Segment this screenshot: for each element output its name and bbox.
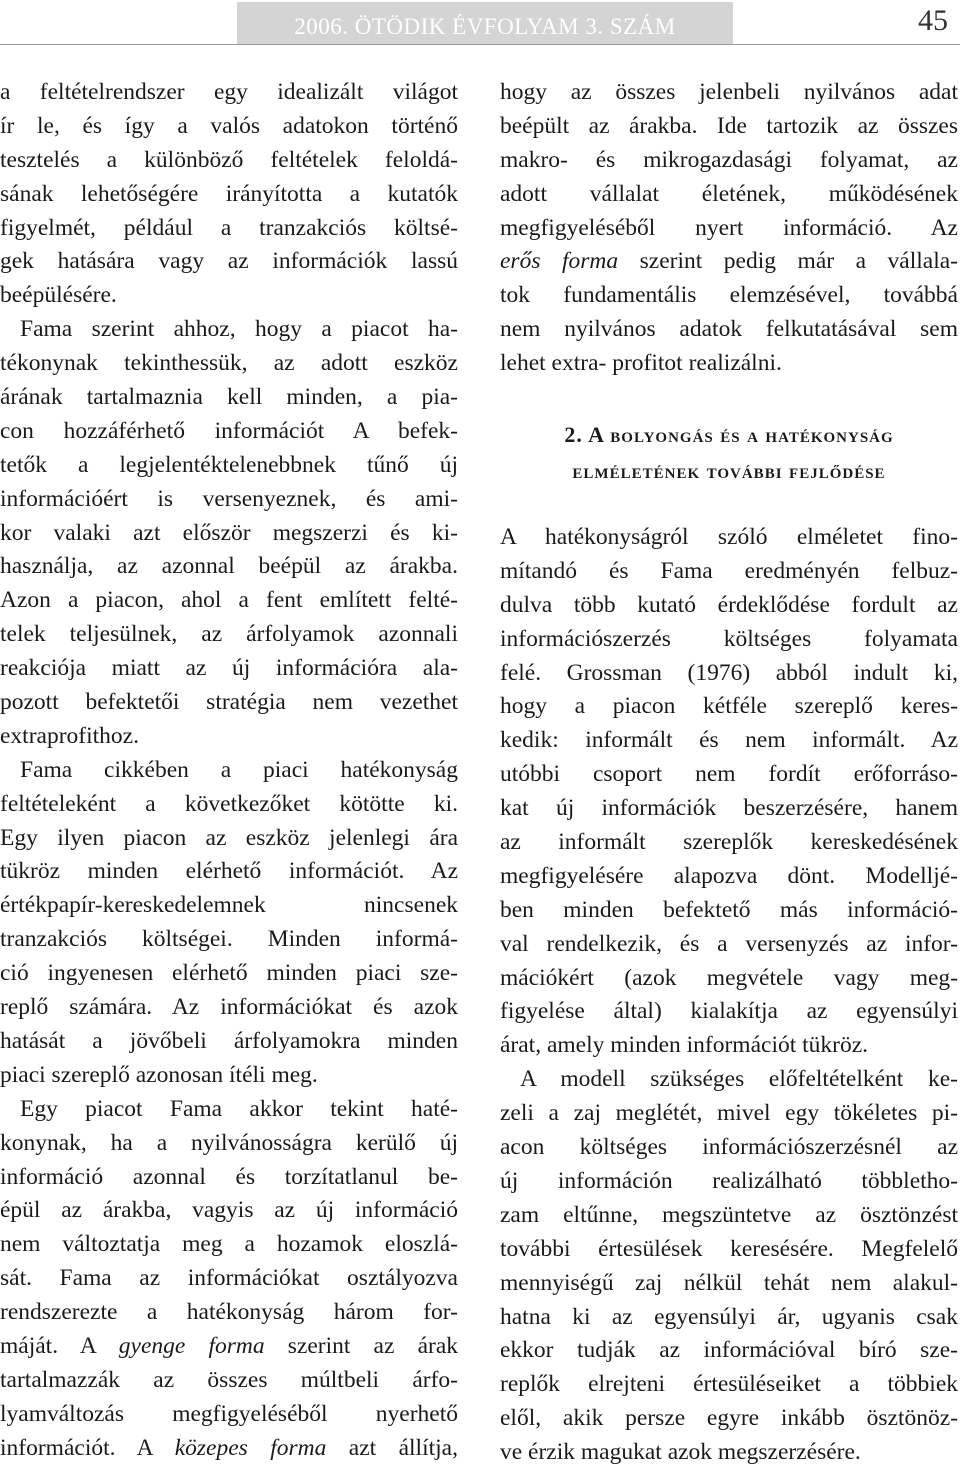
text-line: kat új információk beszerzésére, hanem xyxy=(500,795,958,822)
left-column xyxy=(0,76,458,1466)
text-line: dulva több kutató érdeklődése fordult az xyxy=(500,591,958,618)
text-line: nem nyilvános adatok felkutatásával sem xyxy=(500,316,958,343)
text-line: acon költséges információszerzésnél az xyxy=(500,1134,958,1161)
text-line: megfigyelésére alapozva dönt. Modelljé- xyxy=(500,862,958,889)
right-column xyxy=(500,76,958,1470)
text-line: figyelmét, például a tranzakciós költsé- xyxy=(0,214,458,241)
text-line: Egy ilyen piacon az eszköz jelenlegi ára xyxy=(0,824,458,851)
text-line: Fama szerint ahhoz, hogy a piacot ha- xyxy=(20,316,458,343)
journal-issue: 2006. ÖTÖDIK ÉVFOLYAM 3. SZÁM xyxy=(294,14,676,39)
text-line: új információn realizálható többletho- xyxy=(500,1167,958,1194)
text-line: lyamváltozás megfigyeléséből nyerhető xyxy=(0,1400,458,1427)
text-line: mennyiségű zaj nélkül tehát nem alakul- xyxy=(500,1269,958,1296)
text-line: máját. A gyenge forma szerint az árak xyxy=(0,1332,458,1359)
text-line: kedik: informált és nem informált. Az xyxy=(500,727,958,754)
right-column-top-text xyxy=(500,76,958,381)
text-line: ció ingyenesen elérhető minden piaci sze- xyxy=(0,960,458,987)
text-line: Fama cikkében a piaci hatékonyság xyxy=(20,756,458,783)
header-divider xyxy=(0,44,960,45)
text-line: további értesülések keresésére. Megfelelő xyxy=(500,1235,958,1262)
text-line: pozott befektetői stratégia nem vezethet xyxy=(0,689,458,716)
text-line: a feltételrendszer egy idealizált világot xyxy=(0,79,458,105)
text-line: hogy a piacon kétféle szereplő keres- xyxy=(500,693,958,720)
text-line: ekkor tudják az információval bíró sze- xyxy=(500,1337,958,1364)
text-line: ve érzik magukat azok megszerzésére. xyxy=(500,1439,861,1466)
text-line: kor valaki azt először megszerzi és ki- xyxy=(0,519,458,546)
text-line: mítandó és Fama eredményén felbuz- xyxy=(500,557,958,584)
text-line: piaci szereplő azonosan ítéli meg. xyxy=(0,1061,318,1088)
text-line: sát. Fama az információkat osztályozva xyxy=(0,1265,458,1292)
text-line: replők elrejteni értesüléseiket a többiek xyxy=(500,1371,958,1398)
text-line: árának tartalmaznia kell minden, a pia- xyxy=(0,384,458,411)
text-line: megfigyeléséből nyert információ. Az xyxy=(500,214,958,241)
text-line: konynak, ha a nyilvánosságra kerülő új xyxy=(0,1129,458,1156)
text-line: feltételeként a következőket kötötte ki. xyxy=(0,790,458,817)
text-line: hatna ki az egyensúlyi ár, ugyanis csak xyxy=(500,1303,958,1330)
text-line: zam eltűnne, megszüntetve az ösztönzést xyxy=(500,1201,958,1228)
text-line: tok fundamentális elemzésével, továbbá xyxy=(500,282,958,309)
section-heading-line-2: elméletének további fejlődése xyxy=(572,458,886,484)
text-line: Egy piacot Fama akkor tekint haté- xyxy=(20,1095,458,1122)
text-line: val rendelkezik, és a versenyzés az infor- xyxy=(500,930,958,957)
text-line: adott vállalat életének, működésének xyxy=(500,180,958,207)
text-line: épül az árakba, vagyis az új információ xyxy=(0,1197,458,1224)
text-line: A modell szükséges előfeltételként ke- xyxy=(520,1066,958,1093)
text-line: sának lehetőségére irányította a kutatók xyxy=(0,180,458,207)
text-line: információszerzés költséges folyamata xyxy=(500,625,958,652)
right-column-bottom-text xyxy=(500,521,958,1470)
section-heading-line-1: 2. A bolyongás és a hatékonyság xyxy=(564,422,894,448)
text-line: információt. A közepes forma azt állítja, xyxy=(0,1434,458,1461)
text-line: felé. Grossman (1976) abból indult ki, xyxy=(500,659,958,686)
text-line: replő számára. Az információkat és azok xyxy=(0,994,458,1021)
text-line: információért is versenyeznek, és ami- xyxy=(0,485,458,512)
text-line: makro- és mikrogazdasági folyamat, az xyxy=(500,146,958,173)
text-line: beépülésére. xyxy=(0,282,117,309)
text-line: figyelése által) kialakítja az egyensúlyi xyxy=(500,998,958,1025)
text-line: utóbbi csoport nem fordít erőforráso- xyxy=(500,761,958,788)
text-line: ben minden befektető más információ- xyxy=(500,896,958,923)
text-line: mációkért (azok megvétele vagy meg- xyxy=(500,964,958,991)
text-line: az informált szereplők kereskedésének xyxy=(500,829,958,856)
section-heading xyxy=(500,417,958,489)
text-line: tékonynak tekinthessük, az adott eszköz xyxy=(0,350,458,377)
page-number: 45 xyxy=(918,4,948,37)
text-line: hatását a jövőbeli árfolyamokra minden xyxy=(0,1027,458,1054)
text-line: rendszerezte a hatékonyság három for- xyxy=(0,1299,458,1326)
text-line: információ azonnal és torzítatlanul be- xyxy=(0,1163,458,1190)
text-line: hogy az összes jelenbeli nyilvános adat xyxy=(500,79,958,105)
text-line: árat, amely minden információt tükröz. xyxy=(500,1032,869,1059)
text-line: extraprofithoz. xyxy=(0,722,139,749)
text-line: tartalmazzák az összes múltbeli árfo- xyxy=(0,1366,458,1393)
text-line: tranzakciós költségei. Minden informá- xyxy=(0,926,458,953)
text-line: gek hatására vagy az információk lassú xyxy=(0,248,458,275)
text-line: értékpapír-kereskedelemnek nincsenek xyxy=(0,892,458,919)
text-line: erős forma szerint pedig már a vállala- xyxy=(500,248,958,275)
text-line: nem változtatja meg a hozamok eloszlá- xyxy=(0,1231,458,1258)
text-line: beépült az árakba. Ide tartozik az összes xyxy=(500,112,958,139)
text-line: con hozzáférhető információt A befek- xyxy=(0,417,458,444)
text-line: ír le, és így a valós adatokon történő xyxy=(0,112,458,139)
text-line: reakciója miatt az új információra ala- xyxy=(0,655,458,682)
text-line: lehet extra- profitot realizálni. xyxy=(500,350,782,377)
text-line: zeli a zaj meglétét, mivel egy tökéletes pi- xyxy=(500,1100,958,1127)
text-line: használja, az azonnal beépül az árakba. xyxy=(0,553,458,580)
text-line: Azon a piacon, ahol a fent említett felté- xyxy=(0,587,458,614)
text-line: tükröz minden elérhető információt. Az xyxy=(0,858,458,885)
text-line: telek teljesülnek, az árfolyamok azonnali xyxy=(0,621,458,648)
text-line: A hatékonyságról szóló elméletet fino- xyxy=(500,524,958,551)
text-line: elől, akik persze egyre inkább ösztönöz- xyxy=(500,1405,958,1432)
text-line: tetők a legjelentéktelenebbnek tűnő új xyxy=(0,451,458,478)
text-line: tesztelés a különböző feltételek feloldá- xyxy=(0,146,458,173)
